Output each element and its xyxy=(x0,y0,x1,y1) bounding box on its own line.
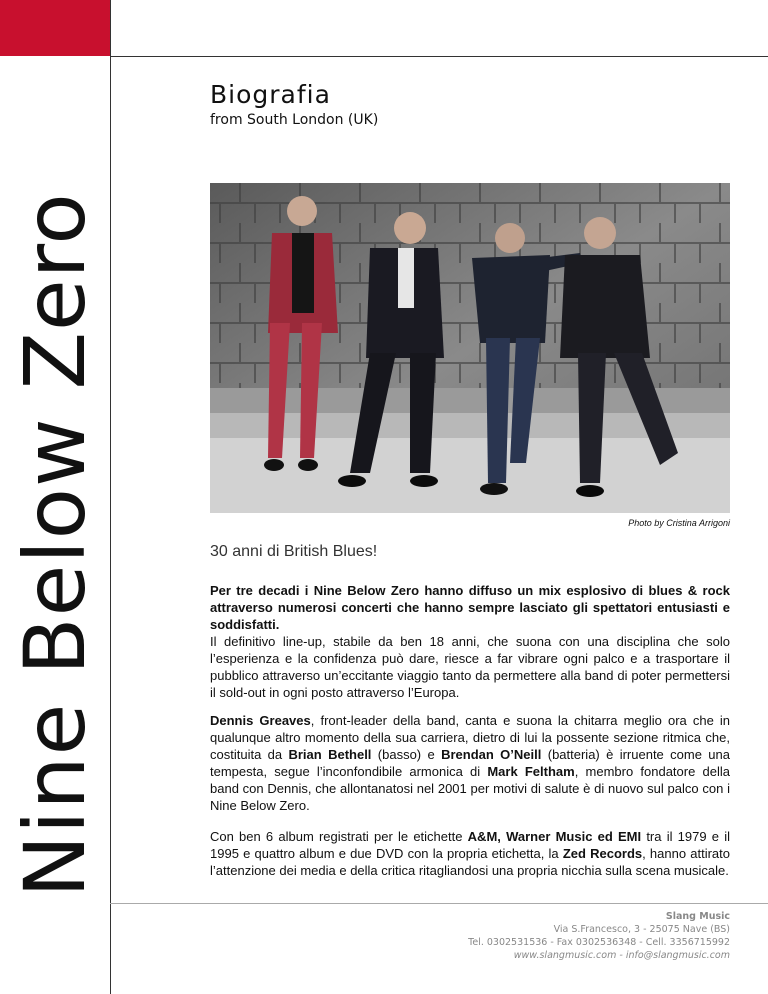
footer-web[interactable]: www.slangmusic.com - info@slangmusic.com xyxy=(513,950,730,961)
vertical-rule xyxy=(110,0,111,994)
photo-caption: Photo by Cristina Arrigoni xyxy=(628,518,730,528)
footer-company: Slang Music xyxy=(665,911,730,922)
footer-address: Via S.Francesco, 3 - 25075 Nave (BS) xyxy=(553,924,730,935)
paragraph-2: Dennis Greaves, front-leader della band, canta e suona la chitarra meglio ora che in qualunque altro momento della sua carriera, dietro di lui la possente sezione ritmica che, costituita da Brian Bethell (basso) e Brendan O’Neill (batteria) è irruente come una tempesta, segue l’inconfondibile armonica di Mark Feltham, membro fondatore della band con Dennis, che allontanatosi nel 2001 per motivi di salute è di nuovo sul palco con i Nine Below Zero. xyxy=(210,713,731,813)
page-subtitle: from South London (UK) xyxy=(210,112,379,128)
footer xyxy=(468,910,730,962)
header-rule xyxy=(110,56,768,57)
member-name: Dennis Greaves xyxy=(210,713,311,728)
footer-rule xyxy=(110,903,768,904)
member-name: Mark Feltham xyxy=(487,764,575,779)
intro-text: Il definitivo line-up, stabile da ben 18 anni, che suona con una disciplina che solo l’esperienza e la confidenza può dare, riesce a far vibrare ogni palco e a trasportare il pubblico attraverso un’eccitante viaggio tanto da permettere alla band di poter permettersi il sold-out in ogni posto attraverso l’Europa. xyxy=(210,634,730,700)
member-name: Brian Bethell xyxy=(288,747,372,762)
intro-bold: Per tre decadi i Nine Below Zero hanno diffuso un mix esplosivo di blues & rock attraverso numerosi concerti che hanno sempre lasciato gli spettatori entusiasti e soddisfatti. xyxy=(210,583,730,632)
tagline: 30 anni di British Blues! xyxy=(210,543,378,560)
accent-block xyxy=(0,0,110,56)
footer-phones: Tel. 0302531536 - Fax 0302536348 - Cell. 3356715992 xyxy=(468,937,730,948)
band-photo xyxy=(210,183,730,513)
member-name: Brendan O’Neill xyxy=(441,747,542,762)
paragraph-3: Con ben 6 album registrati per le etichette A&M, Warner Music ed EMI tra il 1979 e il 1995 e quattro album e due DVD con la propria etichetta, la Zed Records, hanno attirato l’attenzione dei media e della critica ritagliandosi una propria nicchia sulla scena musicale. xyxy=(210,829,730,878)
paragraph-1 xyxy=(210,582,730,701)
own-label: Zed Records xyxy=(562,846,643,861)
band-name-vertical: Nine Below Zero xyxy=(6,192,104,898)
record-labels: A&M, Warner Music ed EMI xyxy=(467,829,642,844)
page-title: Biografia xyxy=(210,80,331,109)
